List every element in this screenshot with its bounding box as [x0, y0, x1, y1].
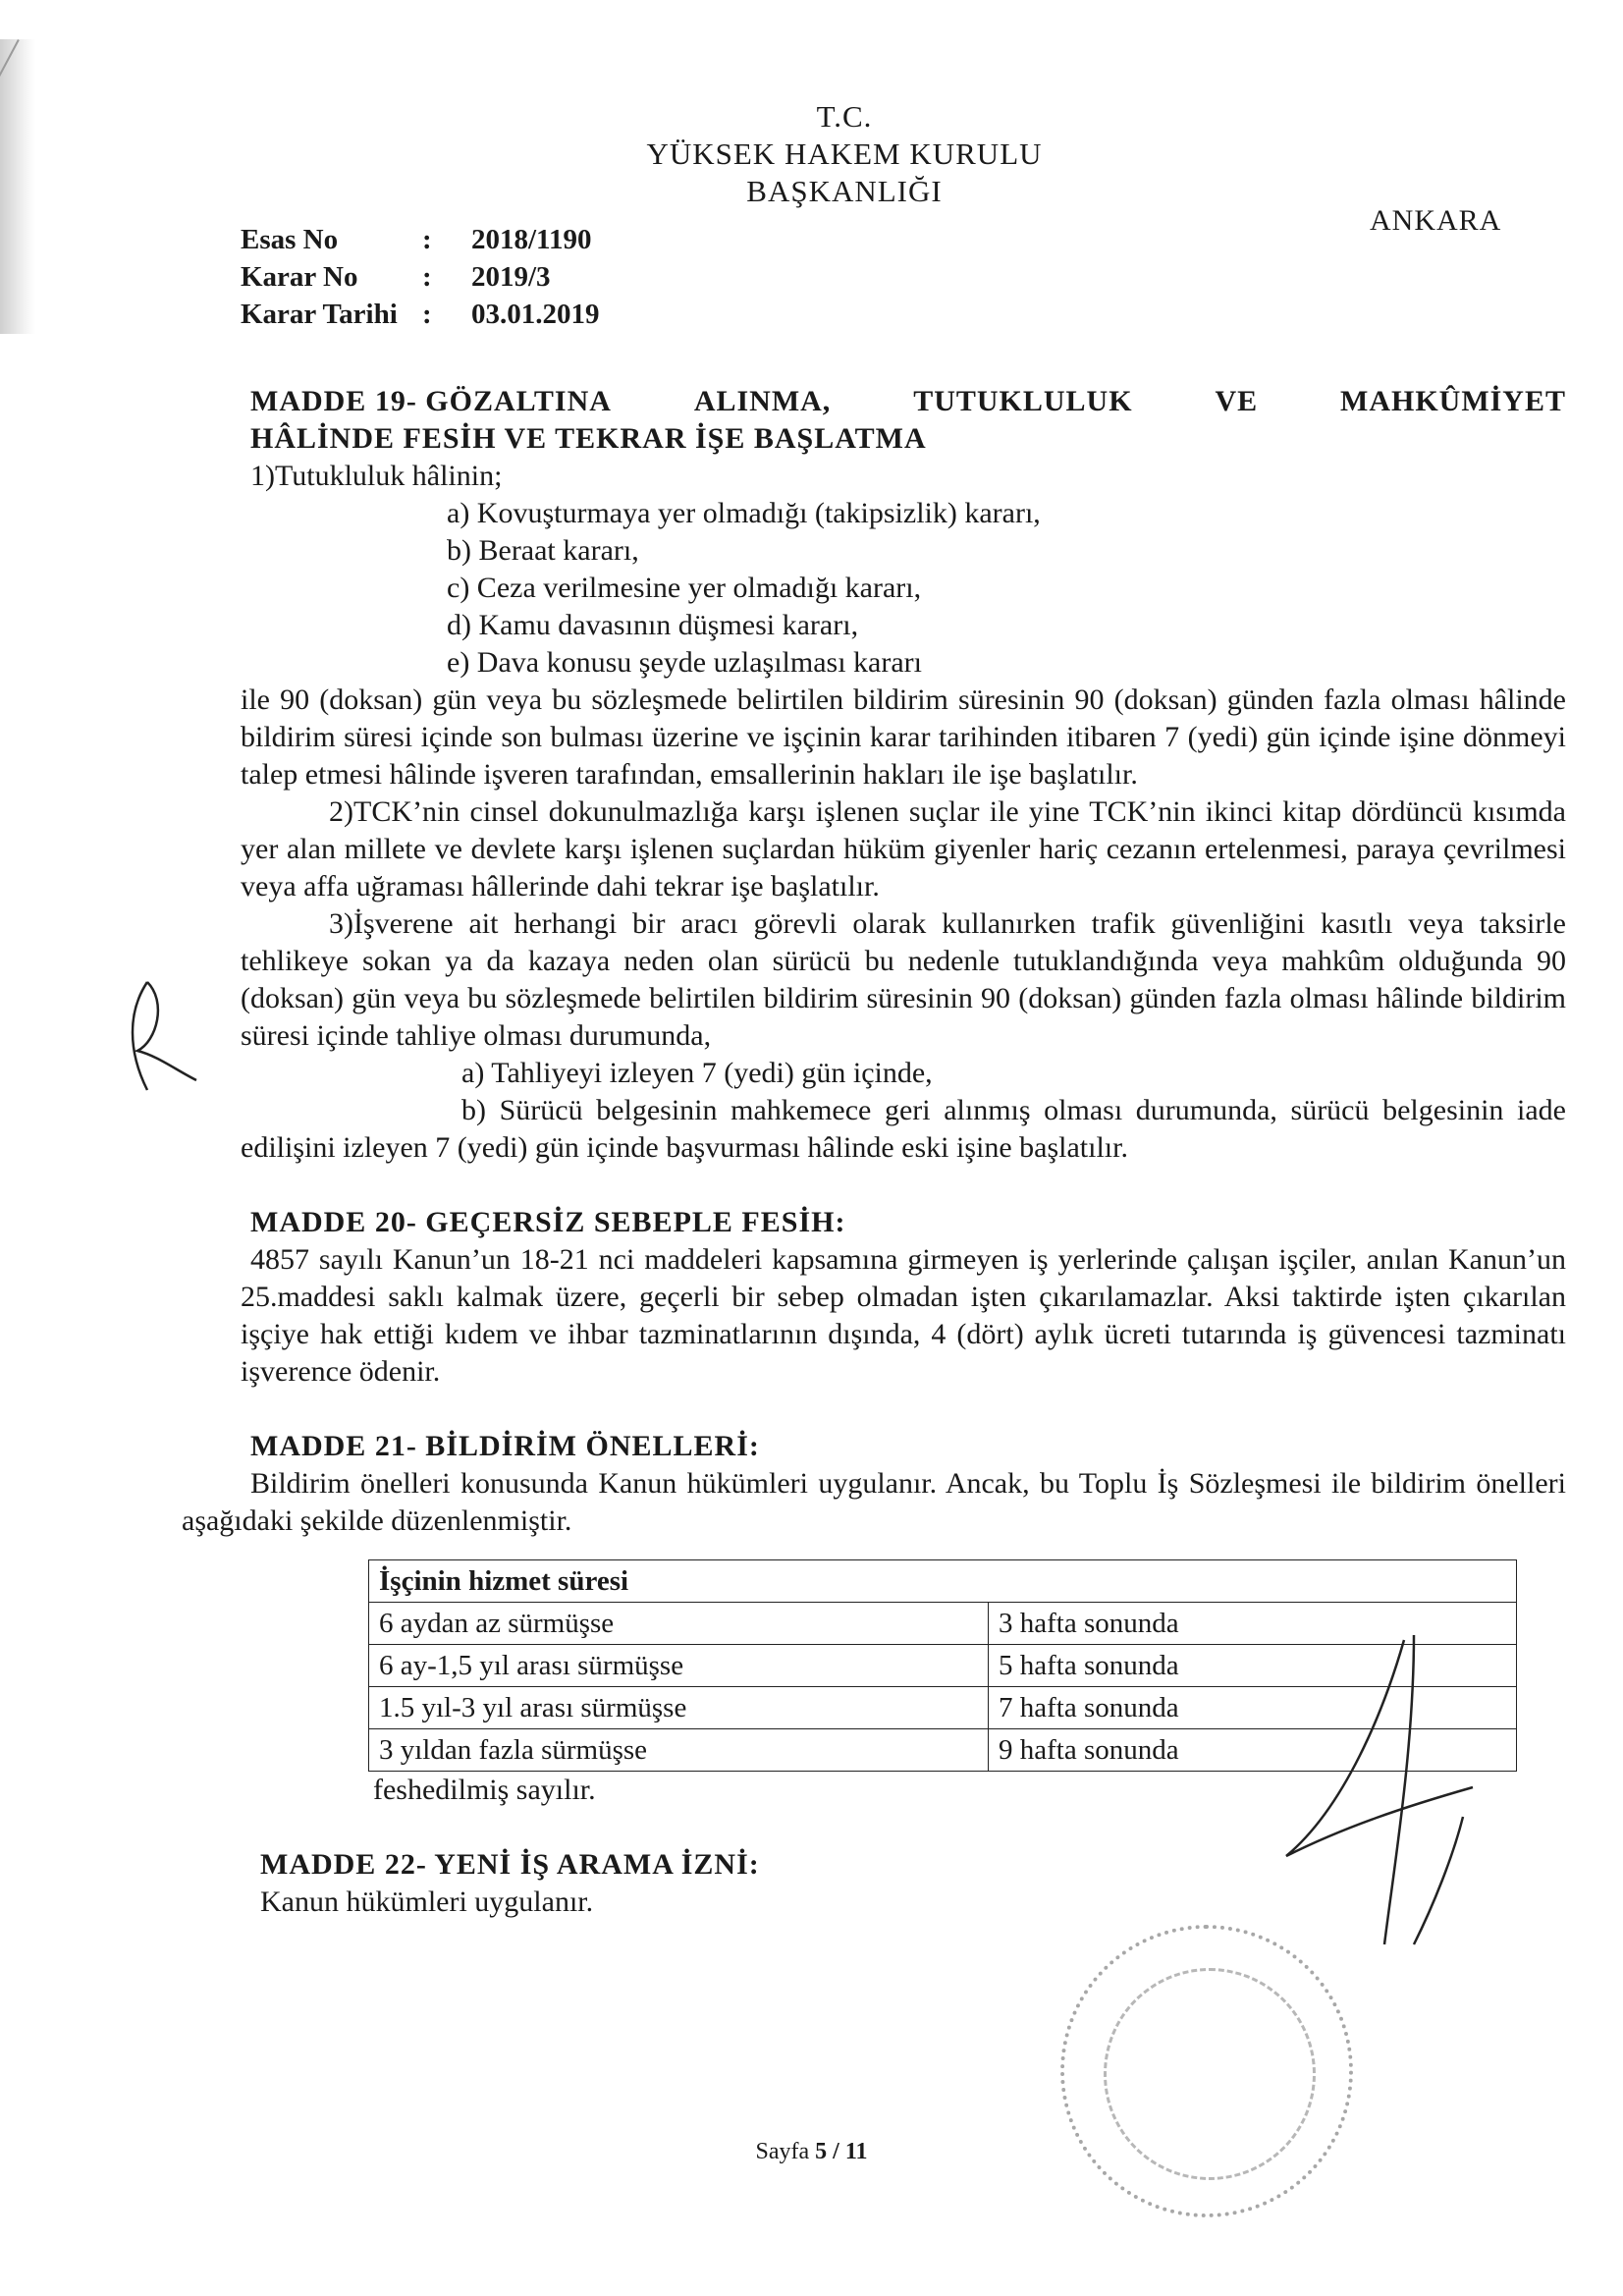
meta-separator: : [422, 224, 432, 255]
heading-word: MADDE 19- GÖZALTINA [250, 385, 612, 417]
meta-row-esas [241, 221, 600, 258]
page-separator: / [827, 2139, 845, 2164]
article-19-list [250, 495, 1566, 682]
article-20-para: 4857 sayılı Kanun’un 18-21 nci maddeleri kapsamına girmeyen iş yerlerinde çalışan işçiler, anılan Kanun’un 25.maddesi saklı kalmak üzere, geçerli bir sebep olmadan işten çıkarılamazlar. Aksi taktirde işten çıkarılan işçiye hak ettiği kıdem ve ihbar tazminatlarının dışında, 4 (dört) aylık ücreti tutarında iş güvencesi tazminatı işverence ödenir. [241, 1243, 1566, 1388]
meta-row-karar [241, 258, 600, 296]
city-label: ANKARA [1370, 204, 1502, 237]
case-meta [241, 221, 600, 333]
list-item: e) Dava konusu şeyde uzlaşılması kararı [447, 646, 922, 679]
meta-value: 2019/3 [471, 261, 551, 293]
heading-word: ALINMA, [693, 385, 832, 417]
article-21-heading: MADDE 21- BİLDİRİM ÖNELLERİ: [250, 1430, 760, 1462]
list-item: a) Kovuşturmaya yer olmadığı (takipsizlik) kararı, [447, 497, 1041, 529]
meta-label: Karar Tarihi [241, 299, 398, 330]
table-cell-period: 1.5 yıl-3 yıl arası sürmüşse [369, 1687, 989, 1729]
article-20 [241, 1204, 1566, 1391]
table-cell-period: 3 yıldan fazla sürmüşse [369, 1729, 989, 1772]
table-cell-notice: 5 hafta sonunda [989, 1645, 1517, 1687]
meta-row-tarih [241, 296, 600, 333]
heading-word: TUTUKLULUK [913, 385, 1133, 417]
footer-prefix: Sayfa [755, 2139, 816, 2164]
list-item: b) Beraat kararı, [447, 534, 639, 567]
meta-label: Karar No [241, 261, 358, 293]
meta-separator: : [422, 261, 432, 293]
table-cell-period: 6 ay-1,5 yıl arası sürmüşse [369, 1645, 989, 1687]
article-22-para: Kanun hükümleri uygulanır. [260, 1886, 594, 1918]
header-tc: T.C. [816, 99, 873, 134]
scan-shadow [0, 39, 35, 334]
article-19-para-2: 2)TCK’nin cinsel dokunulmazlığa karşı işlenen suçlar ile yine TCK’nin ikinci kitap dördüncü kısımda yer alan millete ve devlete karşı işlenen suçlardan hüküm giyenler hariç cezanın ertelenmesi, paraya çevrilmesi veya affa uğraması hâllerinde dahi tekrar işe başlatılır. [241, 795, 1566, 902]
meta-value: 2018/1190 [471, 224, 592, 255]
list-item: d) Kamu davasının düşmesi kararı, [447, 609, 859, 641]
article-19 [241, 383, 1566, 1167]
page-current: 5 [815, 2139, 828, 2164]
table-cell-period: 6 aydan az sürmüşse [369, 1603, 989, 1645]
article-21-para: Bildirim önelleri konusunda Kanun hükümleri uygulanır. Ancak, bu Toplu İş Sözleşmesi ile bildirim önelleri aşağıdaki şekilde düzenlenmiştir. [182, 1467, 1566, 1537]
header-institution: YÜKSEK HAKEM KURULU [646, 137, 1043, 171]
article-19-sub-b: b) Sürücü belgesinin mahkemece geri alınmış olması durumunda, sürücü belgesinin iade edilişini izleyen 7 (yedi) gün içinde başvurması hâlinde eski işine başlatılır. [241, 1094, 1566, 1164]
heading-word: MAHKÛMİYET [1340, 385, 1566, 417]
table-cell-notice: 7 hafta sonunda [989, 1687, 1517, 1729]
article-19-para-1: ile 90 (doksan) gün veya bu sözleşmede belirtilen bildirim süresinin 90 (doksan) günden fazla olması hâlinde bildirim süresi içinde son bulması üzerine ve işçinin karar tarihinden itibaren 7 (yedi) gün içinde işine dönmeyi talep etmesi hâlinde işveren tarafından, emsallerinin hakları ile işe başlatılır. [241, 683, 1566, 791]
table-cell-notice: 9 hafta sonunda [989, 1729, 1517, 1772]
meta-label: Esas No [241, 224, 339, 255]
article-19-intro: 1)Tutukluluk hâlinin; [250, 460, 503, 492]
margin-signature [118, 972, 206, 1100]
article-21-after: feshedilmiş sayılır. [373, 1774, 596, 1806]
list-item: c) Ceza verilmesine yer olmadığı kararı, [447, 572, 922, 604]
article-22-heading: MADDE 22- YENİ İŞ ARAMA İZNİ: [260, 1848, 760, 1881]
meta-value: 03.01.2019 [471, 299, 600, 330]
header-office: BAŞKANLIĞI [746, 174, 943, 208]
heading-word: VE [1215, 385, 1259, 417]
page-footer [0, 2139, 1623, 2165]
page-total: 11 [844, 2139, 868, 2164]
article-19-heading [250, 383, 1566, 420]
table-header: İşçinin hizmet süresi [369, 1560, 1517, 1603]
article-19-heading-line2: HÂLİNDE FESİH VE TEKRAR İŞE BAŞLATMA [250, 422, 927, 455]
meta-separator: : [422, 299, 432, 330]
corner-signature [1267, 1630, 1492, 1954]
table-header-row [369, 1560, 1517, 1603]
table-cell-notice: 3 hafta sonunda [989, 1603, 1517, 1645]
article-19-sub-a: a) Tahliyeyi izleyen 7 (yedi) gün içinde, [461, 1057, 933, 1089]
document-header [589, 98, 1100, 210]
official-seal [1060, 1925, 1353, 2217]
article-19-para-3: 3)İşverene ait herhangi bir aracı görevli olarak kullanırken trafik güvenliğini kasıtlı veya taksirle tehlikeye sokan ya da kazaya neden olan sürücü bu nedenle tutuklandığında veya mahkûm olduğunda 90 (doksan) gün veya bu sözleşmede belirtilen bildirim süresinin 90 (doksan) günden fazla olması hâlinde bildirim süresi içinde tahliye olması durumunda, [241, 907, 1566, 1052]
article-20-heading: MADDE 20- GEÇERSİZ SEBEPLE FESİH: [250, 1206, 846, 1238]
